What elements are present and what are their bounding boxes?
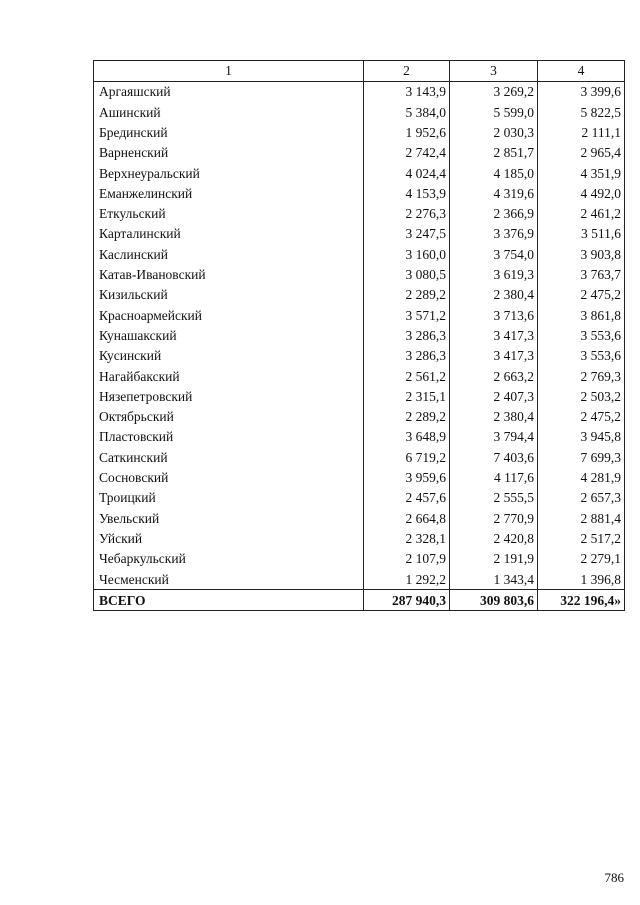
district-name-cell: Чесменский	[94, 569, 364, 590]
value-cell-col2: 3 247,5	[364, 224, 450, 244]
table-row	[94, 427, 625, 447]
district-name-cell: Красноармейский	[94, 305, 364, 325]
table-row	[94, 488, 625, 508]
value-cell-col4: 7 699,3	[538, 447, 625, 467]
value-cell-col3: 3 417,3	[450, 346, 538, 366]
value-cell-col4: 3 903,8	[538, 244, 625, 264]
value-cell-col3: 1 343,4	[450, 569, 538, 590]
district-name-cell: Саткинский	[94, 447, 364, 467]
value-cell-col4: 2 279,1	[538, 549, 625, 569]
district-name-cell: Чебаркульский	[94, 549, 364, 569]
column-header-4: 4	[538, 61, 625, 82]
value-cell-col3: 3 754,0	[450, 244, 538, 264]
total-value-col3: 309 803,6	[450, 590, 538, 611]
value-cell-col3: 4 319,6	[450, 183, 538, 203]
value-cell-col2: 2 289,2	[364, 285, 450, 305]
value-cell-col4: 4 281,9	[538, 468, 625, 488]
value-cell-col4: 3 399,6	[538, 82, 625, 103]
district-name-cell: Кизильский	[94, 285, 364, 305]
district-name-cell: Октябрьский	[94, 407, 364, 427]
district-name-cell: Карталинский	[94, 224, 364, 244]
value-cell-col3: 2 366,9	[450, 204, 538, 224]
value-cell-col4: 3 945,8	[538, 427, 625, 447]
value-cell-col3: 2 663,2	[450, 366, 538, 386]
table-row	[94, 123, 625, 143]
table-row	[94, 183, 625, 203]
value-cell-col3: 3 376,9	[450, 224, 538, 244]
table-row	[94, 305, 625, 325]
table-total-row	[94, 590, 625, 611]
page-number: 786	[604, 870, 624, 885]
value-cell-col3: 3 713,6	[450, 305, 538, 325]
value-cell-col3: 7 403,6	[450, 447, 538, 467]
total-value-col4: 322 196,4»	[538, 590, 625, 611]
value-cell-col4: 2 657,3	[538, 488, 625, 508]
district-name-cell: Пластовский	[94, 427, 364, 447]
district-name-cell: Ашинский	[94, 102, 364, 122]
value-cell-col3: 4 117,6	[450, 468, 538, 488]
district-name-cell: Брединский	[94, 123, 364, 143]
value-cell-col4: 2 475,2	[538, 285, 625, 305]
table-row	[94, 143, 625, 163]
value-cell-col3: 4 185,0	[450, 163, 538, 183]
value-cell-col4: 5 822,5	[538, 102, 625, 122]
total-label: ВСЕГО	[94, 590, 364, 611]
value-cell-col3: 2 420,8	[450, 529, 538, 549]
value-cell-col3: 2 851,7	[450, 143, 538, 163]
value-cell-col4: 4 351,9	[538, 163, 625, 183]
district-name-cell: Еманжелинский	[94, 183, 364, 203]
value-cell-col3: 2 030,3	[450, 123, 538, 143]
value-cell-col3: 2 380,4	[450, 407, 538, 427]
table-row	[94, 386, 625, 406]
table-row	[94, 163, 625, 183]
table-row	[94, 265, 625, 285]
table-row	[94, 468, 625, 488]
table-row	[94, 447, 625, 467]
value-cell-col4: 4 492,0	[538, 183, 625, 203]
table-row	[94, 326, 625, 346]
value-cell-col4: 2 503,2	[538, 386, 625, 406]
table-row	[94, 549, 625, 569]
table-row	[94, 244, 625, 264]
value-cell-col4: 3 553,6	[538, 346, 625, 366]
district-name-cell: Катав-Ивановский	[94, 265, 364, 285]
value-cell-col3: 3 269,2	[450, 82, 538, 103]
value-cell-col2: 3 143,9	[364, 82, 450, 103]
value-cell-col2: 2 328,1	[364, 529, 450, 549]
table-row	[94, 346, 625, 366]
district-name-cell: Кусинский	[94, 346, 364, 366]
value-cell-col2: 3 571,2	[364, 305, 450, 325]
value-cell-col2: 2 276,3	[364, 204, 450, 224]
value-cell-col2: 2 742,4	[364, 143, 450, 163]
table-row	[94, 529, 625, 549]
value-cell-col2: 5 384,0	[364, 102, 450, 122]
column-header-1: 1	[94, 61, 364, 82]
table-row	[94, 366, 625, 386]
value-cell-col4: 2 769,3	[538, 366, 625, 386]
district-name-cell: Увельский	[94, 508, 364, 528]
value-cell-col2: 1 292,2	[364, 569, 450, 590]
value-cell-col3: 2 407,3	[450, 386, 538, 406]
table-row	[94, 204, 625, 224]
table-header-row	[94, 61, 625, 82]
table-body	[94, 82, 625, 590]
table-row	[94, 285, 625, 305]
value-cell-col2: 3 080,5	[364, 265, 450, 285]
value-cell-col2: 4 024,4	[364, 163, 450, 183]
value-cell-col2: 3 160,0	[364, 244, 450, 264]
value-cell-col2: 2 289,2	[364, 407, 450, 427]
value-cell-col4: 2 111,1	[538, 123, 625, 143]
value-cell-col2: 6 719,2	[364, 447, 450, 467]
value-cell-col4: 2 517,2	[538, 529, 625, 549]
value-cell-col3: 3 794,4	[450, 427, 538, 447]
value-cell-col3: 2 380,4	[450, 285, 538, 305]
district-name-cell: Еткульский	[94, 204, 364, 224]
value-cell-col4: 3 553,6	[538, 326, 625, 346]
value-cell-col2: 2 315,1	[364, 386, 450, 406]
value-cell-col2: 3 286,3	[364, 346, 450, 366]
district-name-cell: Нязепетровский	[94, 386, 364, 406]
budget-table	[93, 60, 625, 611]
district-name-cell: Уйский	[94, 529, 364, 549]
value-cell-col2: 3 959,6	[364, 468, 450, 488]
table-row	[94, 407, 625, 427]
district-name-cell: Нагайбакский	[94, 366, 364, 386]
table-row	[94, 508, 625, 528]
table-row	[94, 82, 625, 103]
value-cell-col4: 3 861,8	[538, 305, 625, 325]
value-cell-col3: 2 191,9	[450, 549, 538, 569]
district-name-cell: Сосновский	[94, 468, 364, 488]
table-row	[94, 569, 625, 590]
value-cell-col3: 2 555,5	[450, 488, 538, 508]
district-name-cell: Аргаяшский	[94, 82, 364, 103]
value-cell-col2: 2 457,6	[364, 488, 450, 508]
district-name-cell: Каслинский	[94, 244, 364, 264]
value-cell-col2: 1 952,6	[364, 123, 450, 143]
value-cell-col2: 2 107,9	[364, 549, 450, 569]
value-cell-col2: 4 153,9	[364, 183, 450, 203]
value-cell-col2: 3 286,3	[364, 326, 450, 346]
column-header-2: 2	[364, 61, 450, 82]
value-cell-col4: 1 396,8	[538, 569, 625, 590]
value-cell-col4: 2 881,4	[538, 508, 625, 528]
value-cell-col4: 2 965,4	[538, 143, 625, 163]
district-name-cell: Верхнеуральский	[94, 163, 364, 183]
table-row	[94, 102, 625, 122]
district-name-cell: Варненский	[94, 143, 364, 163]
value-cell-col3: 2 770,9	[450, 508, 538, 528]
district-name-cell: Троицкий	[94, 488, 364, 508]
value-cell-col3: 3 417,3	[450, 326, 538, 346]
column-header-3: 3	[450, 61, 538, 82]
value-cell-col4: 3 763,7	[538, 265, 625, 285]
value-cell-col2: 3 648,9	[364, 427, 450, 447]
district-name-cell: Кунашакский	[94, 326, 364, 346]
total-value-col2: 287 940,3	[364, 590, 450, 611]
value-cell-col3: 3 619,3	[450, 265, 538, 285]
value-cell-col2: 2 561,2	[364, 366, 450, 386]
value-cell-col2: 2 664,8	[364, 508, 450, 528]
value-cell-col4: 2 475,2	[538, 407, 625, 427]
table-row	[94, 224, 625, 244]
value-cell-col4: 3 511,6	[538, 224, 625, 244]
value-cell-col4: 2 461,2	[538, 204, 625, 224]
value-cell-col3: 5 599,0	[450, 102, 538, 122]
